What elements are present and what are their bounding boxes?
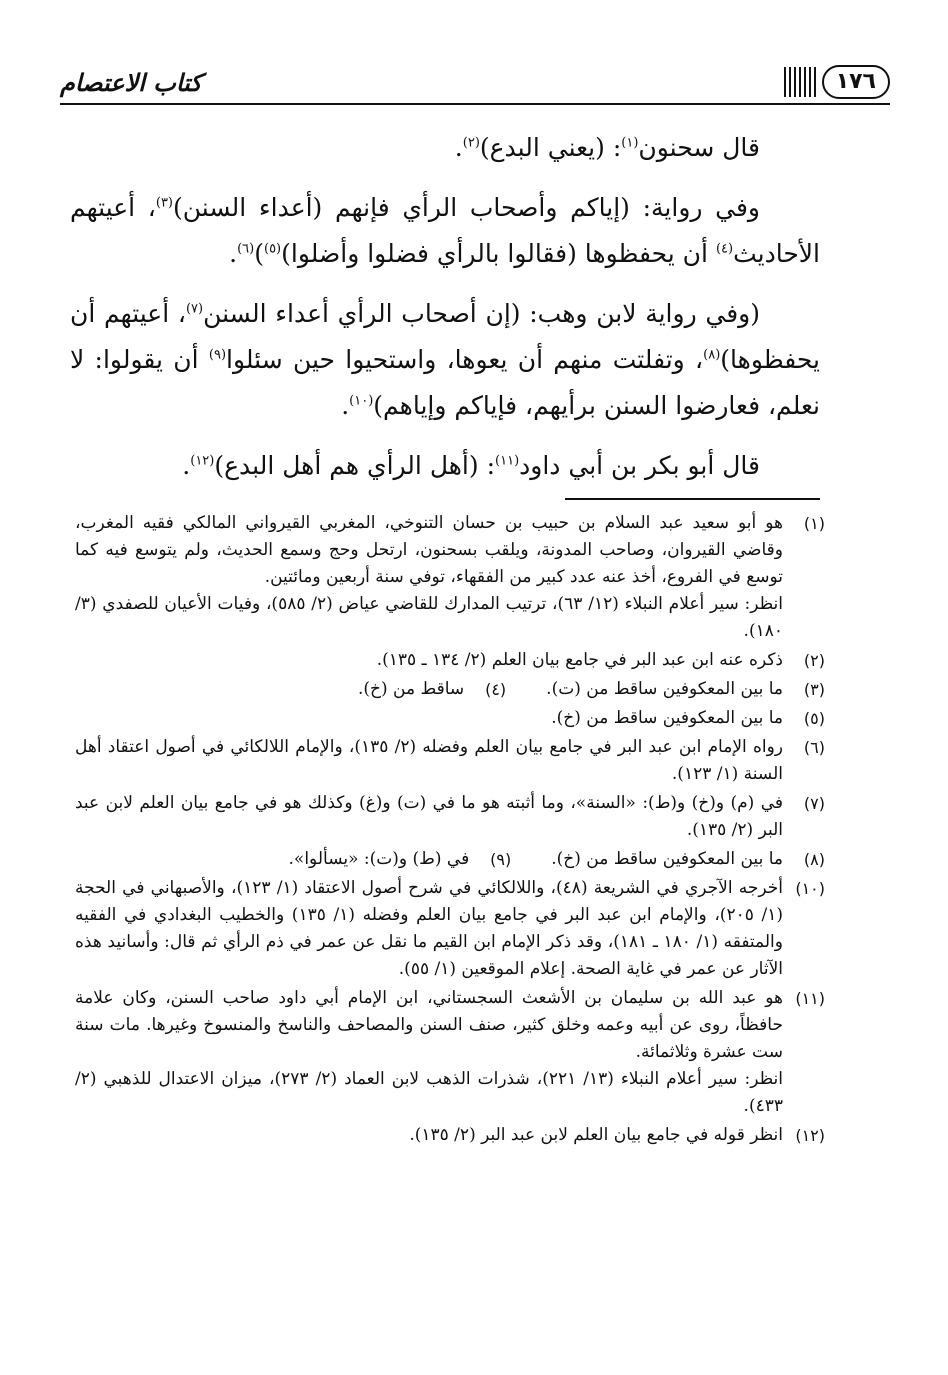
paragraph-2 bbox=[70, 185, 820, 277]
footnote-11 bbox=[75, 985, 825, 1120]
footnote-text: ساقط من (خ). bbox=[357, 679, 465, 699]
p3-d: أن يقولوا: لا نعلم، فعارضوا السنن برأيهم، فإياكم وإياهم) bbox=[70, 345, 820, 420]
footnote-ref: (٥) bbox=[263, 241, 282, 257]
ornament-bars bbox=[784, 67, 816, 97]
footnote-number: (٥) bbox=[803, 709, 825, 728]
p3-e: . bbox=[341, 391, 350, 420]
paragraph-4 bbox=[70, 443, 820, 489]
p2-c: أن يحفظوها (فقالوا بالرأي فضلوا وأضلوا) bbox=[281, 239, 716, 268]
footnote-ref: (٩) bbox=[208, 347, 227, 363]
footnote-number: (٦) bbox=[803, 738, 825, 757]
p1-quote: : (يعني البدع) bbox=[479, 133, 622, 162]
footnote-6 bbox=[75, 734, 825, 788]
footnote-ref: (٤) bbox=[715, 241, 734, 257]
footnote-number: (٣) bbox=[803, 680, 825, 699]
p2-e: . bbox=[229, 239, 238, 268]
footnote-ref: (٢) bbox=[462, 135, 480, 151]
header-rule bbox=[60, 103, 890, 105]
footnote-text: رواه الإمام ابن عبد البر في جامع بيان العلم وفضله (٢/ ١٣٥)، والإمام اللالكائي في أصول اعتقاد أهل السنة (١/ ١٢٣). bbox=[75, 737, 783, 784]
p3-c: ، وتفلتت منهم أن يعوها، واستحيوا حين سئلوا bbox=[226, 345, 704, 374]
footnote-number: (٨) bbox=[803, 850, 825, 869]
footnote-text: هو عبد الله بن سليمان بن الأشعث السجستاني، ابن الإمام أبي داود صاحب السنن، وكان علامة حافظاً، روى عن أبيه وعمه وخلق كثير، صنف السنن والمصاحف والناسخ والمنسوخ وغيرها. مات سنة ست عشرة وثلاثمائة. bbox=[75, 988, 783, 1062]
p2-b: ، أعيتهم الأحاديث bbox=[70, 193, 820, 268]
book-title: كتاب الاعتصام bbox=[60, 68, 202, 97]
page-number-frame bbox=[758, 64, 890, 100]
footnote-3-4 bbox=[75, 676, 825, 703]
footnote-number: (٧) bbox=[803, 794, 825, 813]
footnote-text: في (م) و(خ) و(ط): «السنة»، وما أثبته هو ما في (ت) و(غ) وكذلك هو في جامع بيان العلم لابن عبد البر (٢/ ١٣٥). bbox=[75, 793, 783, 840]
footnote-ref: (٣) bbox=[155, 195, 173, 211]
footnote-separator bbox=[565, 498, 820, 500]
footnote-text: ما بين المعكوفين ساقط من (خ). bbox=[551, 849, 783, 869]
p1-end: . bbox=[454, 133, 463, 162]
footnote-ref: (٧) bbox=[185, 301, 204, 317]
footnote-number: (٢) bbox=[803, 651, 825, 670]
footnote-text: انظر: سير أعلام النبلاء (١٢/ ٦٣)، ترتيب المدارك للقاضي عياض (٢/ ٥٨٥)، وفيات الأعيان للصفدي (٣/ ١٨٠). bbox=[75, 594, 783, 641]
footnote-7 bbox=[75, 790, 825, 844]
p3-b: ، أعيتهم أن يحفظوها) bbox=[70, 299, 820, 374]
main-text bbox=[70, 125, 820, 503]
footnote-number: (١) bbox=[803, 514, 825, 533]
p3-a: (وفي رواية لابن وهب: (إن أصحاب الرأي أعداء السنن bbox=[203, 299, 760, 328]
footnote-text: أخرجه الآجري في الشريعة (٤٨)، واللالكائي في شرح أصول الاعتقاد (١/ ١٢٣)، والأصبهاني في الحجة (١/ ٢٠٥)، والإمام ابن عبد البر في جامع بيان العلم وفضله (١/ ١٣٥) والخطيب البغدادي في الفقيه والمتفقه (١/ ١٨٠ ـ ١٨١)، وقد ذكر الإمام ابن القيم ما نقل عن عمر في ذم الرأي ثم قال: وأسانيد هذه الآثار عن عمر في غاية الصحة. إعلام الموقعين (١/ ٥٥). bbox=[75, 878, 784, 979]
footnote-text: ذكره عنه ابن عبد البر في جامع بيان العلم (٢/ ١٣٤ ـ ١٣٥). bbox=[376, 650, 783, 670]
footnote-number: (١٠) bbox=[795, 879, 825, 898]
footnote-ref: (١١) bbox=[495, 453, 520, 469]
footnote-ref: (١٠) bbox=[349, 393, 374, 409]
footnote-ref: (١) bbox=[621, 135, 639, 151]
page-header bbox=[60, 58, 890, 108]
footnote-5 bbox=[75, 705, 825, 732]
footnote-12 bbox=[75, 1122, 825, 1149]
p1-text: قال سحنون bbox=[638, 133, 760, 162]
footnote-number: (١١) bbox=[795, 989, 825, 1008]
footnote-ref: (١٢) bbox=[190, 453, 215, 469]
page-number: ١٧٦ bbox=[822, 65, 890, 99]
footnote-8-9 bbox=[75, 846, 825, 873]
footnote-number: (٩) bbox=[490, 850, 512, 869]
footnote-2 bbox=[75, 647, 825, 674]
paragraph-1 bbox=[70, 125, 820, 171]
p4-c: . bbox=[182, 451, 191, 480]
footnote-text: ما بين المعكوفين ساقط من (خ). bbox=[551, 708, 783, 728]
footnote-text: هو أبو سعيد عبد السلام بن حبيب بن حسان التنوخي، المغربي القيرواني المالكي فقيه المغرب، وقاضي القيروان، وصاحب المدونة، ويلقب بسحنون، ارتحل وحج وسمع الحديث، ولم يتوسع فيه كما توسع في الفروع، أخذ عنه عدد كبير من الفقهاء، توفي سنة أربعين ومائتين. bbox=[75, 513, 783, 587]
footnote-ref: (٨) bbox=[703, 347, 721, 363]
p4-b: : (أهل الرأي هم أهل البدع) bbox=[214, 451, 496, 480]
footnote-number: (١٢) bbox=[795, 1126, 825, 1145]
p2-d: ) bbox=[254, 239, 264, 268]
p2-a: وفي رواية: (إياكم وأصحاب الرأي فإنهم (أعداء السنن) bbox=[173, 193, 760, 222]
footnote-10 bbox=[75, 875, 825, 983]
footnote-number: (٤) bbox=[485, 680, 507, 699]
footnotes bbox=[75, 510, 825, 1151]
footnote-1 bbox=[75, 510, 825, 645]
footnote-text: في (ط) و(ت): «يسألوا». bbox=[288, 849, 470, 869]
footnote-text: انظر قوله في جامع بيان العلم لابن عبد البر (٢/ ١٣٥). bbox=[409, 1125, 783, 1145]
footnote-ref: (٦) bbox=[237, 241, 255, 257]
p4-a: قال أبو بكر بن أبي داود bbox=[519, 451, 760, 480]
footnote-text: ما بين المعكوفين ساقط من (ت). bbox=[546, 679, 783, 699]
paragraph-3 bbox=[70, 291, 820, 429]
footnote-text: انظر: سير أعلام النبلاء (١٣/ ٢٢١)، شذرات الذهب لابن العماد (٢/ ٢٧٣)، ميزان الاعتدال للذهبي (٢/ ٤٣٣). bbox=[75, 1069, 783, 1116]
